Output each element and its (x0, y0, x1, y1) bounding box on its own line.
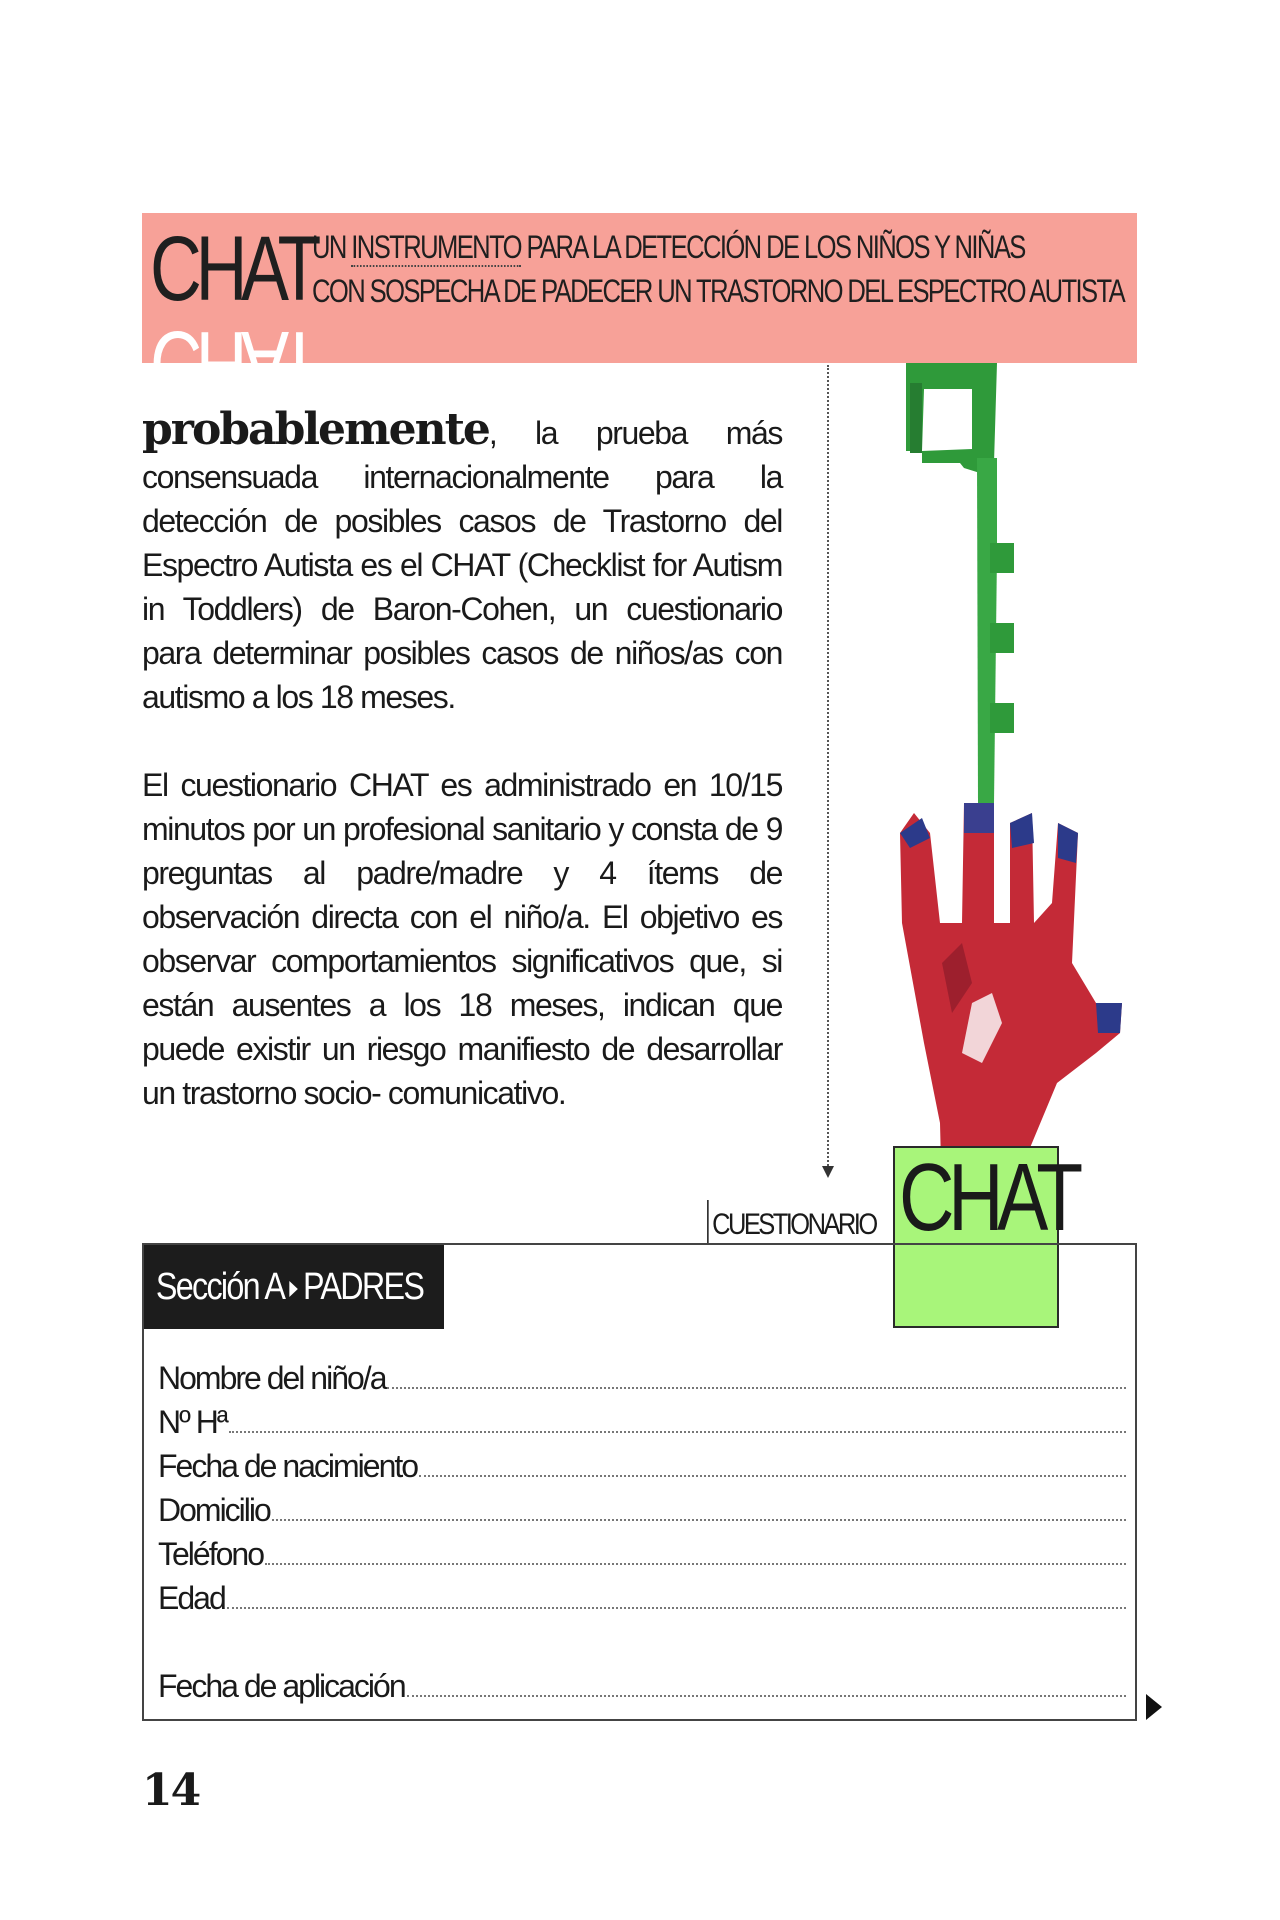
lead-word: probablemente (142, 404, 489, 455)
triangle-right-icon (289, 1281, 298, 1297)
chat-logo-reflection: CHAT (150, 312, 316, 414)
fill-line[interactable] (229, 1431, 1126, 1433)
section-tab (144, 1245, 444, 1329)
section-label: Sección A (155, 1266, 285, 1308)
fill-line[interactable] (407, 1695, 1126, 1697)
header-banner (142, 213, 1137, 414)
form-box (142, 1243, 1137, 1721)
fill-line[interactable] (387, 1387, 1126, 1389)
next-page-arrow-icon[interactable] (1146, 1694, 1162, 1720)
header-subtitle: UN INSTRUMENTO PARA LA DETECCIÓN DE LOS NIÑOS Y NIÑAS CON SOSPECHA DE PADECER UN TRASTORNO DEL ESPECTRO AUTISTA (312, 229, 1125, 309)
dotted-guide-line (827, 365, 829, 1170)
fill-line[interactable] (265, 1563, 1126, 1565)
questionnaire-title: CHAT (899, 1144, 1077, 1251)
field-nombre[interactable]: Nombre del niño/a (158, 1353, 1126, 1397)
body-text (142, 404, 782, 1159)
field-fecha-nacimiento[interactable]: Fecha de nacimiento (158, 1441, 1126, 1485)
form-fields (158, 1353, 1126, 1705)
chat-logo: CHAT (150, 218, 316, 320)
fill-line[interactable] (419, 1475, 1126, 1477)
field-nh[interactable]: Nº Hª (158, 1397, 1126, 1441)
arrow-down-icon (822, 1166, 834, 1178)
paragraph-1: probablemente, la prueba más consensuada internacionalmente para la detección de posibles casos de Trastorno del Espectro Autista es el CHAT (Checklist for Autism in Toddlers) de Baron-Cohen, un cuestionario para determinar posibles casos de niños/as con autismo a los 18 meses. (142, 404, 782, 715)
instrumento-link[interactable]: INSTRUMENTO (351, 229, 521, 265)
field-domicilio[interactable]: Domicilio (158, 1485, 1126, 1529)
field-edad[interactable]: Edad (158, 1573, 1126, 1617)
fill-line[interactable] (272, 1519, 1126, 1521)
fork-hand-illustration (882, 363, 1132, 1243)
section-name: PADRES (302, 1266, 424, 1308)
paragraph-2: El cuestionario CHAT es administrado en 10/15 minutos por un profesional sanitario y consta de 9 preguntas al padre/madre y 4 ítems de observación directa con el niño/a. El objetivo es observar comportamientos significativos que, si están ausentes a los 18 meses, indican que puede existir un riesgo manifiesto de desarrollar un trastorno socio- comunicativo. (142, 767, 782, 1111)
field-telefono[interactable]: Teléfono (158, 1529, 1126, 1573)
page-number: 14 (142, 1765, 200, 1816)
field-fecha-aplicacion[interactable]: Fecha de aplicación (158, 1661, 1126, 1705)
fill-line[interactable] (227, 1607, 1126, 1609)
questionnaire-label: CUESTIONARIO (707, 1200, 876, 1244)
